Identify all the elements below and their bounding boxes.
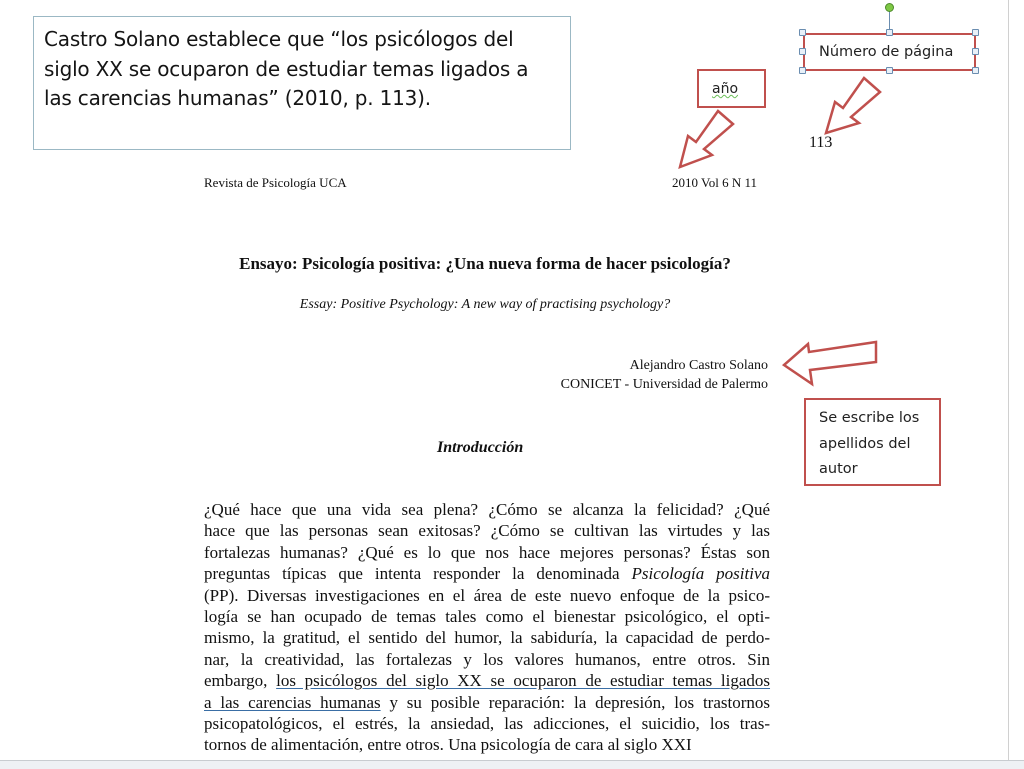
body-line — [204, 692, 770, 713]
body-line: nar, la creatividad, las fortalezas y los valores humanos, entre otros. Sin — [204, 649, 770, 669]
body-text: y su posible reparación: la depresión, los trastornos — [389, 692, 770, 712]
page-number-arrow-icon — [826, 78, 880, 133]
page-number: 113 — [809, 134, 833, 151]
body-line: hace que las personas sean exitosas? ¿Cómo se cultivan las virtudes y las — [204, 521, 770, 541]
quote-line: Castro Solano establece que “los psicólogos del — [44, 27, 514, 51]
author-callout-line: Se escribe los — [819, 410, 920, 426]
year-callout-label: año — [712, 81, 739, 97]
emphasized-term: Psicología positiva — [631, 564, 771, 584]
article-title: Ensayo: Psicología positiva: ¿Una nueva forma de hacer psicología? — [239, 254, 731, 273]
author-name: Alejandro Castro Solano — [629, 358, 768, 373]
page-number-callout-label: Número de página — [819, 44, 954, 60]
year-arrow-icon — [680, 111, 733, 167]
article-subtitle: Essay: Positive Psychology: A new way of practising psychology? — [299, 297, 671, 312]
author-callout-line: apellidos del — [819, 435, 911, 452]
body-line: ¿Qué hace que una vida sea plena? ¿Cómo se alcanza la felicidad? ¿Qué — [204, 500, 770, 519]
quote-line: las carencias humanas” (2010, p. 113). — [44, 86, 431, 110]
author-callout-line: autor — [819, 461, 858, 477]
body-text: preguntas típicas que intenta responder la denominada — [204, 564, 620, 584]
body-line: logía se han ocupado de temas tales como el bienestar psicológico, el opti- — [204, 607, 770, 627]
highlighted-quote: los psicólogos del siglo XX se ocuparon de estudiar temas ligados — [276, 671, 771, 691]
body-line: tornos de alimentación, entre otros. Una psicología de cara al siglo XXI — [204, 735, 692, 755]
author-affiliation: CONICET - Universidad de Palermo — [560, 377, 768, 392]
body-line — [204, 670, 770, 691]
body-line — [204, 563, 770, 584]
journal-name: Revista de Psicología UCA — [204, 175, 347, 190]
body-line: fortalezas humanas? ¿Qué es lo que nos hace mejores personas? Éstas son — [204, 542, 770, 562]
body-text: embargo, — [204, 671, 268, 691]
quote-line: siglo XX se ocuparon de estudiar temas ligados a — [44, 56, 529, 81]
section-heading: Introducción — [437, 439, 524, 456]
journal-issue: 2010 Vol 6 N 11 — [672, 175, 757, 190]
author-arrow-icon — [784, 342, 876, 384]
body-line: (PP). Diversas investigaciones en el área de este nuevo enfoque de la psico- — [204, 585, 770, 605]
highlighted-quote: a las carencias humanas — [204, 692, 381, 712]
body-line: psicopatológicos, el estrés, la ansiedad, las adicciones, el suicidio, los tras- — [204, 714, 770, 734]
body-paragraph — [204, 499, 770, 756]
body-line: mismo, la gratitud, el sentido del humor, la sabiduría, la capacidad de perdo- — [204, 628, 770, 648]
